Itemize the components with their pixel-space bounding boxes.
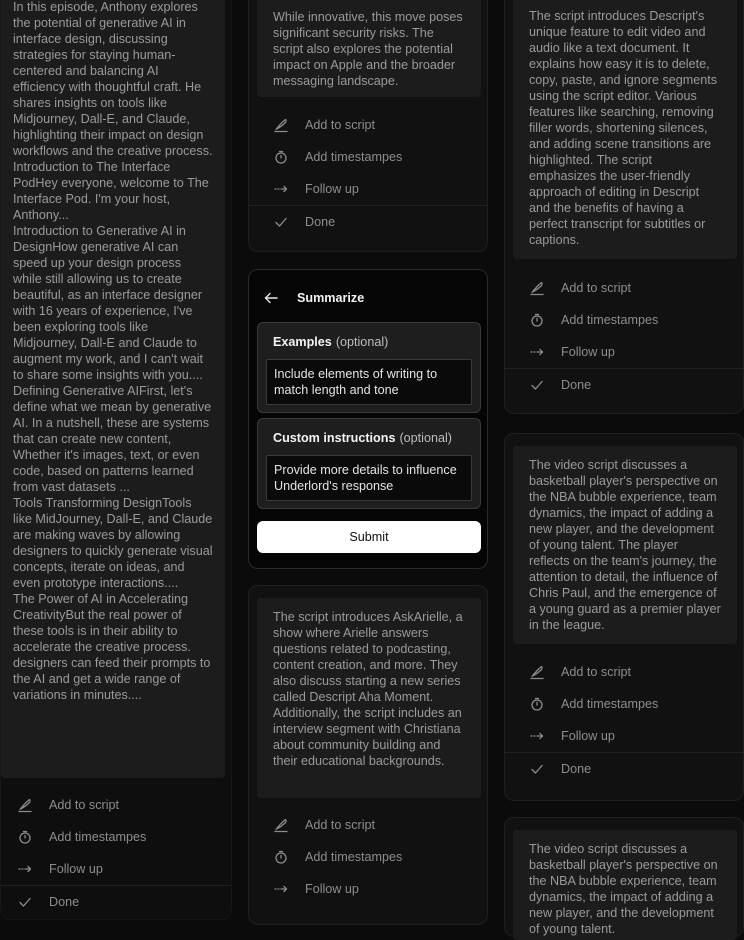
summary-paragraph: The video script discusses a basketball player's perspective on the NBA bubble experience, team dynamics, the impact of adding a new player, and the development of young talent. The player reflects on the team's journey, the attention to detail, the influence of Chris Paul, and the emergence of a young guard as a premier player in the league. (529, 458, 721, 632)
action-label: Follow up (561, 729, 615, 743)
pen-icon (17, 797, 33, 813)
nba-summary-card-2 (504, 817, 744, 937)
episode-summary (1, 0, 225, 778)
action-label: Done (49, 894, 80, 909)
nba-summary-text (513, 446, 737, 644)
custom-instructions-input[interactable]: Provide more details to influence Underlord's response (266, 455, 472, 501)
done-button[interactable] (249, 205, 487, 237)
optional-hint: (optional) (335, 335, 389, 349)
askarielle-summary-card (248, 585, 488, 925)
action-label: Done (305, 214, 336, 229)
add-timestamps-button[interactable] (505, 304, 743, 336)
stopwatch-icon (529, 696, 545, 712)
back-arrow-icon[interactable] (263, 290, 279, 306)
action-label: Done (561, 761, 592, 776)
stopwatch-icon (273, 149, 289, 165)
custom-instructions-label (273, 431, 452, 445)
action-label: Follow up (305, 182, 359, 196)
check-icon (529, 377, 545, 393)
field-label-text: Examples (273, 335, 332, 349)
action-label: Add timestampes (305, 150, 403, 164)
dotted-arrow-icon (17, 861, 33, 877)
summary-column-right (504, 0, 728, 936)
add-to-script-button[interactable] (249, 109, 487, 141)
follow-up-button[interactable] (249, 873, 487, 905)
pen-icon (273, 117, 289, 133)
dotted-arrow-icon (273, 881, 289, 897)
done-button[interactable] (0, 885, 231, 917)
add-to-script-button[interactable] (505, 656, 743, 688)
submit-button[interactable]: Submit (257, 521, 481, 553)
action-label: Add to script (561, 665, 631, 679)
optional-hint: (optional) (399, 431, 452, 445)
follow-up-button[interactable] (249, 173, 487, 205)
action-label: Add to script (305, 118, 375, 132)
descript-summary-card (504, 0, 744, 414)
examples-label (273, 335, 388, 349)
descript-summary-text (513, 0, 737, 259)
add-timestamps-button[interactable] (505, 688, 743, 720)
action-label: Add to script (49, 798, 119, 812)
summary-paragraph: The video script discusses a basketball player's perspective on the NBA bubble experience, team dynamics, the impact of adding a new player, and the development of young talent. (529, 842, 718, 936)
action-label: Add timestampes (561, 697, 659, 711)
chapter-paragraph: Tools Transforming DesignTools like MidJourney, Dall-E, and Claude are making waves by allowing designers to quickly generate visual concepts, iterate on ideas, and even prototype interactions.... (13, 496, 213, 590)
add-to-script-button[interactable] (249, 809, 487, 841)
messaging-summary-text (257, 0, 481, 97)
add-to-script-button[interactable] (0, 789, 231, 821)
summary-paragraph: The script introduces AskArielle, a show where Arielle answers questions related to podcasting, content creation, and more. They also discuss starting a new series called Descript Aha Moment. Additionally, the script includes an interview segment with Christiana about community building and their educational backgrounds. (273, 610, 463, 768)
summary-paragraph: The script introduces Descript's unique feature to edit video and audio like a text document. It explains how easy it is to delete, copy, paste, and ignore segments using the script editor. Various features like searching, removing filler words, shortening silences, and adding scene transitions are highlighted. The script emphasizes the user-friendly approach of editing in Descript and the benefits of having a perfect transcript for subtitles or captions. (529, 9, 718, 247)
chapter-paragraph: Introduction to Generative AI in DesignHow generative AI can speed up your design process while still allowing us to create beautiful, as an interface designer with 16 years of experience, I've been exploring tools like Midjourney, Dall-E and Claude to augment my work, and I can't wait to share some insights with you.... (13, 224, 203, 382)
action-label: Add to script (305, 818, 375, 832)
examples-field (257, 322, 481, 413)
dotted-arrow-icon (529, 344, 545, 360)
check-icon (273, 214, 289, 230)
done-button[interactable] (505, 368, 743, 400)
nba-summary-card (504, 433, 744, 801)
action-label: Follow up (49, 862, 103, 876)
pen-icon (273, 817, 289, 833)
add-timestamps-button[interactable] (249, 141, 487, 173)
stopwatch-icon (273, 849, 289, 865)
episode-card (0, 0, 232, 920)
askarielle-summary-text (257, 598, 481, 798)
field-label-text: Custom instructions (273, 431, 396, 445)
action-label: Add timestampes (305, 850, 403, 864)
summary-column (248, 0, 488, 899)
summary-paragraph: In this episode, Anthony explores the potential of generative AI in interface design, discussing strategies for staying human-centered and balancing AI efficiency with thoughtful craft. He shares insights on tools like Midjourney, Dall-E, and Claude, highlighting their impact on design workflows and the creative process. (13, 0, 213, 158)
panel-header (249, 284, 487, 312)
nba-summary-text-2 (513, 830, 737, 940)
follow-up-button[interactable] (505, 336, 743, 368)
action-label: Add to script (561, 281, 631, 295)
dotted-arrow-icon (273, 181, 289, 197)
chapter-paragraph: Introduction to The Interface PodHey everyone, welcome to The Interface Pod. I'm your host, Anthony... (13, 160, 209, 222)
stopwatch-icon (17, 829, 33, 845)
action-label: Add timestampes (561, 313, 659, 327)
check-icon (17, 894, 33, 910)
action-label: Done (561, 377, 592, 392)
action-label: Follow up (561, 345, 615, 359)
add-to-script-button[interactable] (505, 272, 743, 304)
follow-up-button[interactable] (505, 720, 743, 752)
chapter-paragraph: Defining Generative AIFirst, let's define what we mean by generative AI. In a nutshell, these are systems that can create new content, Whether it's images, text, or even code, based on patterns learned from vast datasets ... (13, 384, 212, 494)
pen-icon (529, 664, 545, 680)
dotted-arrow-icon (529, 728, 545, 744)
follow-up-button[interactable] (0, 853, 231, 885)
done-button[interactable] (505, 752, 743, 784)
pen-icon (529, 280, 545, 296)
action-label: Add timestampes (49, 830, 147, 844)
summary-paragraph: While innovative, this move poses significant security risks. The script also explores the potential impact on Apple and the broader messaging landscape. (273, 10, 463, 88)
check-icon (529, 761, 545, 777)
examples-input[interactable]: Include elements of writing to match length and tone (266, 359, 472, 405)
panel-title: Summarize (297, 291, 365, 305)
transcript-column (0, 0, 232, 909)
add-timestamps-button[interactable] (249, 841, 487, 873)
summarize-panel (248, 269, 488, 569)
action-label: Follow up (305, 882, 359, 896)
chapter-paragraph: The Power of AI in Accelerating CreativityBut the real power of these tools is in their ability to accelerate the creative process. designers can feed their prompts to the AI and get a wide range of variations in minutes.... (13, 592, 211, 702)
messaging-summary-card (248, 0, 488, 252)
custom-instructions-field (257, 418, 481, 509)
add-timestamps-button[interactable] (0, 821, 231, 853)
stopwatch-icon (529, 312, 545, 328)
